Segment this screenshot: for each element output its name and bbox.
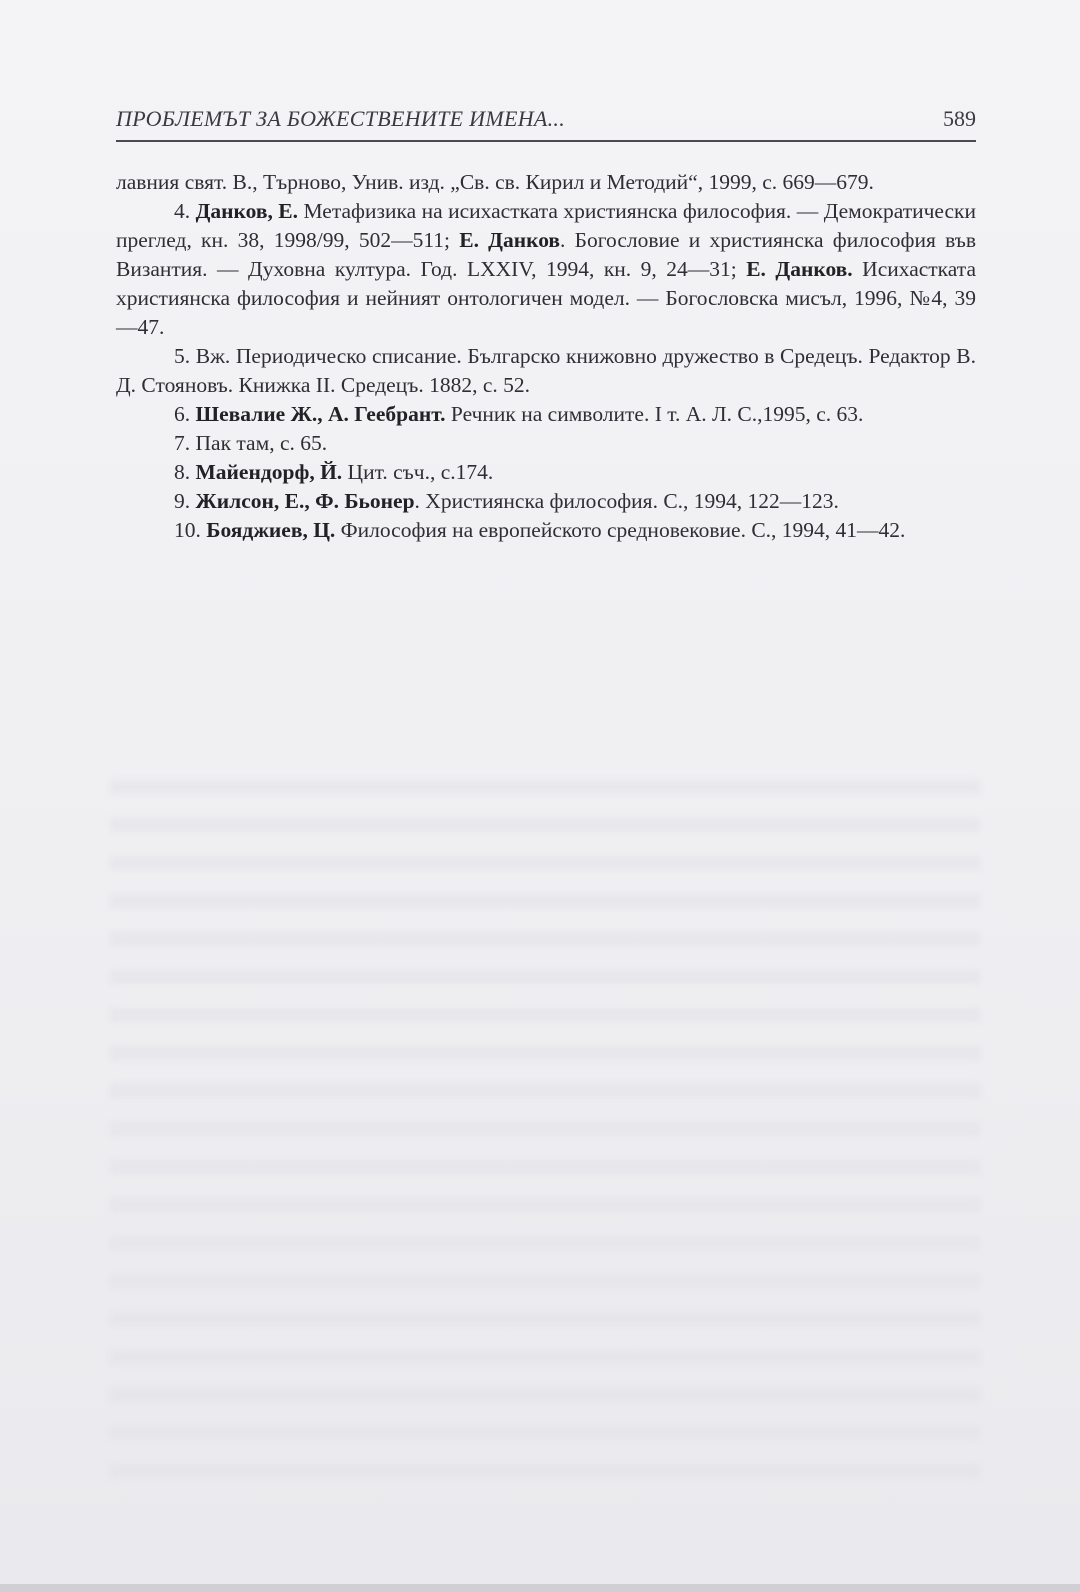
page-number: 589: [943, 106, 976, 131]
endnote-author: Жилсон, Е., Ф. Бьонер: [195, 489, 415, 513]
endnote-number: 9.: [174, 489, 191, 513]
endnote-text: . Богословие и християнска философия във Византия. — Духовна култура. Год. LXXIV, 1994, кн. 9, 24—31;: [116, 228, 976, 281]
show-through-text: [110, 780, 980, 1500]
endnote-author: Майендорф, Й.: [195, 460, 343, 484]
endnote-text: . Християнска философия. С., 1994, 122—123.: [414, 489, 839, 513]
endnote-5: [116, 342, 976, 400]
endnote-6: [116, 400, 976, 429]
endnote-text: 5. Вж. Периодическо списание. Българско книжовно дружество в Средецъ. Редактор В. Д. Стояновъ. Книжка II. Средецъ. 1882, с. 52.: [116, 344, 976, 397]
endnote-number: 4.: [174, 199, 191, 223]
endnote-9: [116, 487, 976, 516]
endnote-text: лавния свят. В., Търново, Унив. изд. „Св. св. Кирил и Методий“, 1999, с. 669—679.: [116, 170, 874, 194]
endnote-number: 8.: [174, 460, 191, 484]
endnote-text: 7. Пак там, с. 65.: [174, 431, 328, 455]
endnote-8: [116, 458, 976, 487]
endnote-text: Философия на европейското средновековие. С., 1994, 41—42.: [335, 518, 906, 542]
endnote-4: [116, 197, 976, 342]
endnote-text: Исихастката християнска философия и нейният онтологичен модел. — Богословска мисъл, 1996, №4, 39—47.: [116, 257, 976, 339]
endnote-author: Е. Данков.: [746, 257, 853, 281]
endnote-text: Цит. съч., с.174.: [342, 460, 494, 484]
page-bottom-edge: [0, 1584, 1080, 1592]
endnote-author: Данков, Е.: [195, 199, 298, 223]
endnote-author: Е. Данков: [459, 228, 561, 252]
running-title: ПРОБЛЕМЪТ ЗА БОЖЕСТВЕНИТЕ ИМЕНА...: [116, 106, 566, 131]
endnote-text: Метафизика на исихастката християнска философия. — Демократически преглед, кн. 38, 1998/99, 502—511;: [116, 199, 977, 252]
endnote-7: [116, 429, 976, 458]
page-header: [116, 100, 976, 142]
endnote-author: Шевалие Ж., А. Геебрант.: [195, 402, 446, 426]
endnote-text: Речник на символите. I т. А. Л. С.,1995, с. 63.: [445, 402, 864, 426]
endnote-3-continuation: [116, 168, 976, 197]
endnotes: [116, 168, 976, 545]
endnote-number: 10.: [174, 518, 201, 542]
endnote-author: Бояджиев, Ц.: [206, 518, 336, 542]
endnote-number: 6.: [174, 402, 191, 426]
endnote-10: [116, 516, 976, 545]
